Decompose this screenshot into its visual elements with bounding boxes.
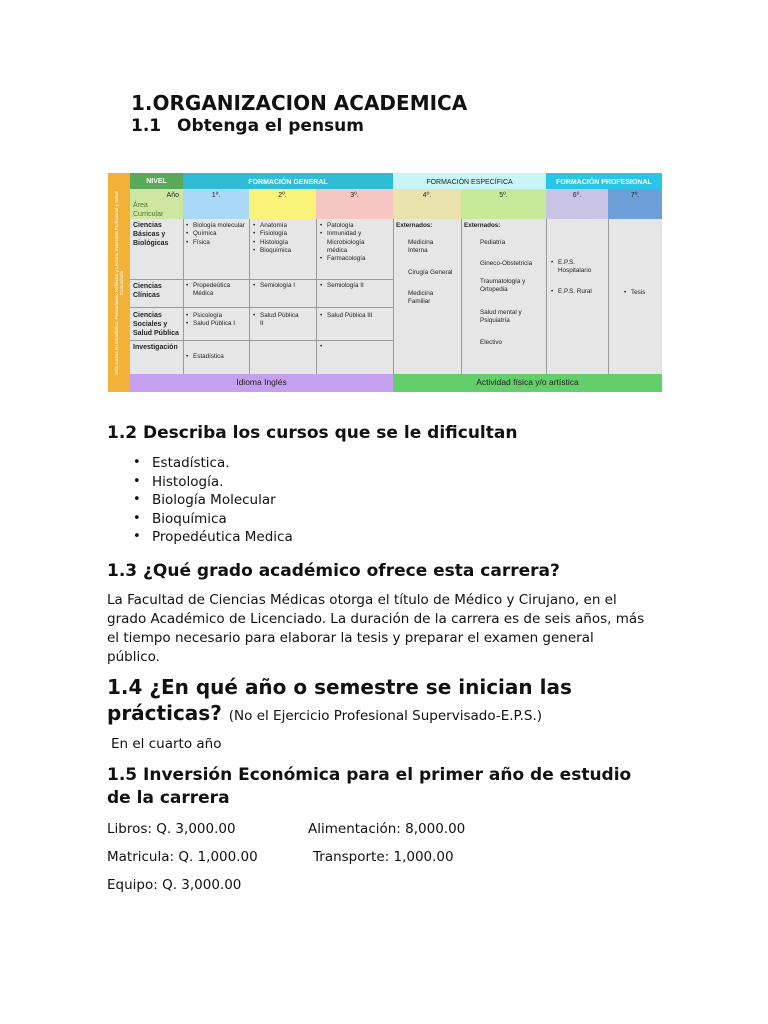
y2-clinicas	[253, 282, 315, 290]
cost-equipo: Equipo: Q. 3,000.00	[107, 877, 242, 893]
section-1-5-title-line2: de la carrera	[107, 788, 230, 808]
course: • Patología	[320, 222, 392, 230]
y4-head: Externados:	[396, 222, 433, 229]
y5-item: Pediatría	[480, 239, 506, 246]
y4-item: Medicina Interna	[408, 239, 434, 255]
course: • Física	[186, 239, 248, 247]
section-1-1-heading	[131, 116, 364, 136]
y1-invest	[186, 353, 248, 361]
formacion-general-header: FORMACIÓN GENERAL	[183, 173, 393, 189]
year-5: 5º.	[461, 189, 546, 219]
cost-alimentacion: Alimentación: 8,000.00	[308, 821, 466, 837]
y3-sociales	[320, 312, 392, 320]
grid-line	[130, 307, 393, 308]
course: • Propedeútica Médica	[186, 282, 248, 299]
footer-actividad: Actividad física y/o artística	[393, 374, 662, 392]
y3-basicas	[320, 222, 392, 263]
ano-label: Año	[166, 192, 179, 199]
side-bar	[108, 173, 130, 392]
course: • Fisiología	[253, 230, 315, 238]
course: • Salud Pública III	[320, 312, 392, 320]
cost-libros: Libros: Q. 3,000.00	[107, 821, 236, 837]
area-investigacion: Investigación	[133, 344, 178, 351]
paragraph-line: grado Académico de Licenciado. La duración de la carrera es de seis años, más	[107, 611, 645, 627]
section-1-3-title: 1.3 ¿Qué grado académico ofrece esta carrera?	[107, 561, 560, 581]
course: • Psicología	[186, 312, 248, 320]
section-1-5-title-line1: 1.5 Inversión Económica para el primer año de estudio	[107, 765, 632, 785]
grid-line	[130, 279, 393, 280]
paragraph-line: el tiempo necesario para elaborar la tesis y preparar el examen general	[107, 630, 594, 646]
y5-head: Externados:	[464, 222, 501, 229]
y7-list	[624, 289, 660, 297]
section-1-1-number: 1.1	[131, 116, 162, 136]
course: • Anatomía	[253, 222, 315, 230]
y5-item: Electivo	[480, 339, 503, 346]
area-clinicas: Ciencias Clínicas	[133, 283, 162, 299]
course: • Bioquímica	[253, 247, 315, 255]
paragraph-line: La Facultad de Ciencias Médicas otorga el título de Médico y Cirujano, en el	[107, 592, 617, 608]
grid-line	[183, 219, 184, 374]
course: • Estadística	[186, 353, 248, 361]
section-1-4-title-line1: 1.4 ¿En qué año o semestre se inician las	[107, 675, 572, 699]
year-2: 2º.	[249, 189, 316, 219]
grid-line	[461, 219, 462, 374]
year-1: 1º.	[183, 189, 249, 219]
course: • E.P.S. Rural	[551, 288, 606, 296]
formacion-especifica-header: FORMACIÓN ESPECÍFICA	[393, 173, 546, 189]
area-basicas: Ciencias Básicas y Biológicas	[133, 222, 169, 247]
list-item: • Histología.	[130, 473, 293, 492]
list-item: • Propedéutica Medica	[130, 528, 293, 547]
course: • Química	[186, 230, 248, 238]
y5-item: Salud mental y Psiquiatría	[480, 309, 522, 325]
course: • Farmacología	[320, 255, 392, 263]
y1-clinicas	[186, 282, 248, 299]
difficult-courses-list	[130, 454, 293, 547]
y1-basicas	[186, 222, 248, 247]
paragraph-line: público.	[107, 649, 160, 665]
section-1-2-title: 1.2 Describa los cursos que se le dificultan	[107, 423, 518, 443]
y4-item: Medicina Familiar	[408, 290, 434, 306]
course: • Tesis	[624, 289, 660, 297]
grid-line	[608, 219, 609, 374]
footer-idioma: Idioma Inglés	[130, 374, 393, 392]
section-1-4-answer: En el cuarto año	[111, 736, 222, 752]
section-1-5-title	[107, 764, 707, 810]
course: • Biología molecular	[186, 222, 248, 230]
section-1-title: 1.ORGANIZACION ACADEMICA	[131, 91, 468, 115]
grid-line	[130, 340, 393, 341]
cost-transporte: Transporte: 1,000.00	[313, 849, 454, 865]
y3-clinicas	[320, 282, 392, 290]
grid-line	[393, 219, 394, 374]
y2-basicas	[253, 222, 315, 255]
y1-sociales	[186, 312, 248, 329]
section-1-1-title: Obtenga el pensum	[177, 116, 364, 136]
grid-line	[546, 219, 547, 374]
course: • Salud Pública I	[186, 320, 248, 328]
year-3: 3º.	[316, 189, 393, 219]
area-label: Área Curricular	[133, 202, 164, 218]
side-bar-label: Más cursos en Estadística, Pensamiento Reflexivo y Lectura, Inmersión Profesional y Salud Comunitaria	[114, 191, 124, 375]
y2-sociales	[253, 312, 303, 329]
course: • Semiología I	[253, 282, 315, 290]
course: • Semiología II	[320, 282, 392, 290]
ano-area-header	[130, 189, 183, 219]
section-1-4-note: (No el Ejercicio Profesional Supervisado-E.P.S.)	[228, 708, 542, 724]
section-1-4-title-line2: prácticas?	[107, 701, 222, 725]
section-1-3-paragraph	[107, 591, 667, 667]
pensum-table	[108, 173, 662, 392]
section-1-4-title	[107, 674, 707, 729]
formacion-profesional-header: FORMACIÓN PROFESIONAL	[546, 173, 662, 189]
nivel-header: NIVEL	[130, 173, 183, 189]
year-7: 7º.	[608, 189, 662, 219]
grid-line	[249, 219, 250, 374]
cost-matricula: Matricula: Q. 1,000.00	[107, 849, 258, 865]
y6-list	[551, 259, 606, 296]
year-6: 6º.	[546, 189, 608, 219]
course: • Inmunidad y Microbiología médica	[320, 230, 379, 255]
y5-item: Gineco-Obstetricia	[480, 260, 533, 267]
y5-item: Traumatología y Ortopedia	[480, 278, 526, 294]
list-item: • Bioquímica	[130, 510, 293, 529]
grid-line	[316, 219, 317, 374]
year-4: 4º.	[393, 189, 461, 219]
y4-item: Cirugía General	[408, 269, 453, 276]
list-item: • Biología Molecular	[130, 491, 293, 510]
course: • Histología	[253, 239, 315, 247]
list-item: • Estadística.	[130, 454, 293, 473]
course: • Salud Pública II	[253, 312, 303, 329]
area-sociales: Ciencias Sociales y Salud Pública	[133, 312, 179, 337]
course: • E.P.S. Hospitalario	[551, 259, 602, 276]
